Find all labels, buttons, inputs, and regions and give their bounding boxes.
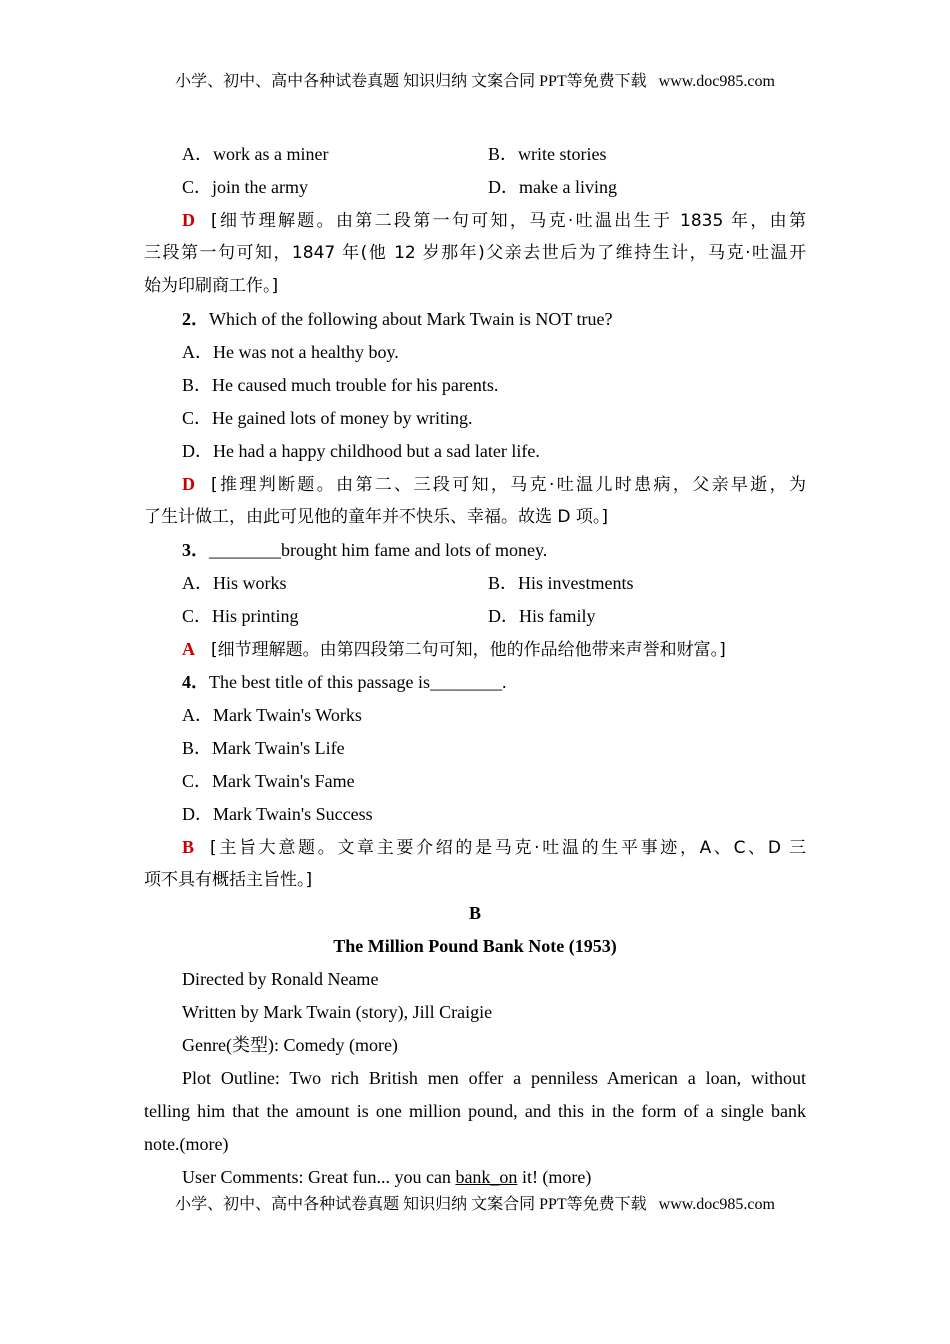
q4-option-a: A．Mark Twain's Works: [182, 705, 362, 725]
q3-option-b: B．His investments: [488, 573, 634, 593]
q3-answer: A: [182, 639, 195, 659]
q1-option-d: D．make a living: [488, 177, 617, 197]
q1-option-b: B．write stories: [488, 144, 607, 164]
header-text: 小学、初中、高中各种试卷真题 知识归纳 文案合同 PPT等免费下载: [175, 73, 647, 90]
passage-title: The Million Pound Bank Note (1953): [333, 936, 617, 956]
q1-explanation-line1: D [细节理解题。由第二段第一句可知，马克·吐温出生于 1835 年，由第: [182, 210, 806, 231]
q2-answer: D: [182, 474, 195, 494]
q3-option-d: D．His family: [488, 606, 596, 626]
q4-option-b: B．Mark Twain's Life: [182, 738, 345, 758]
plot-line3: note.(more): [144, 1134, 229, 1154]
footer-url: www.doc985.com: [658, 1196, 775, 1213]
written-by: Written by Mark Twain (story), Jill Craigie: [182, 1002, 493, 1022]
user-comments: User Comments: Great fun... you can bank_on it! (more): [182, 1167, 592, 1187]
q4-option-d: D．Mark Twain's Success: [182, 804, 373, 824]
q2-stem: 2．Which of the following about Mark Twain is NOT true?: [182, 309, 613, 329]
directed-by: Directed by Ronald Neame: [182, 969, 379, 989]
q2-option-d: D．He had a happy childhood but a sad later life.: [182, 441, 540, 461]
page-footer: [0, 1191, 950, 1214]
q2-explanation-line2: 了生计做工，由此可见他的童年并不快乐、幸福。故选 D 项。]: [144, 507, 609, 527]
q3-option-a: A．His works: [182, 573, 287, 593]
q2-option-a: A．He was not a healthy boy.: [182, 342, 399, 362]
q4-explanation-line2: 项不具有概括主旨性。]: [144, 870, 313, 890]
q1-explanation-line2: 三段第一句可知，1847 年(他 12 岁那年)父亲去世后为了维持生计，马克·吐温开: [144, 243, 806, 263]
footer-text: 小学、初中、高中各种试卷真题 知识归纳 文案合同 PPT等免费下载: [175, 1196, 647, 1213]
q3-explanation-line1: A [细节理解题。由第四段第二句可知，他的作品给他带来声誉和财富。]: [182, 639, 726, 660]
q4-stem: 4．The best title of this passage is________.: [182, 672, 507, 692]
q1-answer: D: [182, 210, 195, 230]
q4-explanation-line1: B [主旨大意题。文章主要介绍的是马克·吐温的生平事迹，A、C、D 三: [182, 837, 806, 858]
plot-line2: telling him that the amount is one million pound, and this in the form of a single bank: [144, 1101, 806, 1121]
q1-option-a: A．work as a miner: [182, 144, 329, 164]
section-label: B: [468, 903, 481, 923]
q1-option-c: C．join the army: [182, 177, 308, 197]
q2-explanation-line1: D [推理判断题。由第二、三段可知，马克·吐温儿时患病，父亲早逝，为: [182, 474, 806, 495]
header-url: www.doc985.com: [658, 73, 775, 90]
q2-option-c: C．He gained lots of money by writing.: [182, 408, 473, 428]
q3-option-c: C．His printing: [182, 606, 299, 626]
bank-on-link[interactable]: bank_on: [455, 1167, 518, 1187]
page-header: [0, 68, 950, 91]
q3-stem: 3．________brought him fame and lots of money.: [182, 540, 548, 560]
q1-explanation-line3: 始为印刷商工作。]: [144, 276, 279, 296]
plot-line1: Plot Outline: Two rich British men offer a penniless American a loan, without: [182, 1068, 806, 1088]
genre: Genre(类型): Comedy (more): [182, 1035, 398, 1055]
q4-answer: B: [182, 837, 195, 857]
q2-option-b: B．He caused much trouble for his parents.: [182, 375, 499, 395]
q4-option-c: C．Mark Twain's Fame: [182, 771, 355, 791]
